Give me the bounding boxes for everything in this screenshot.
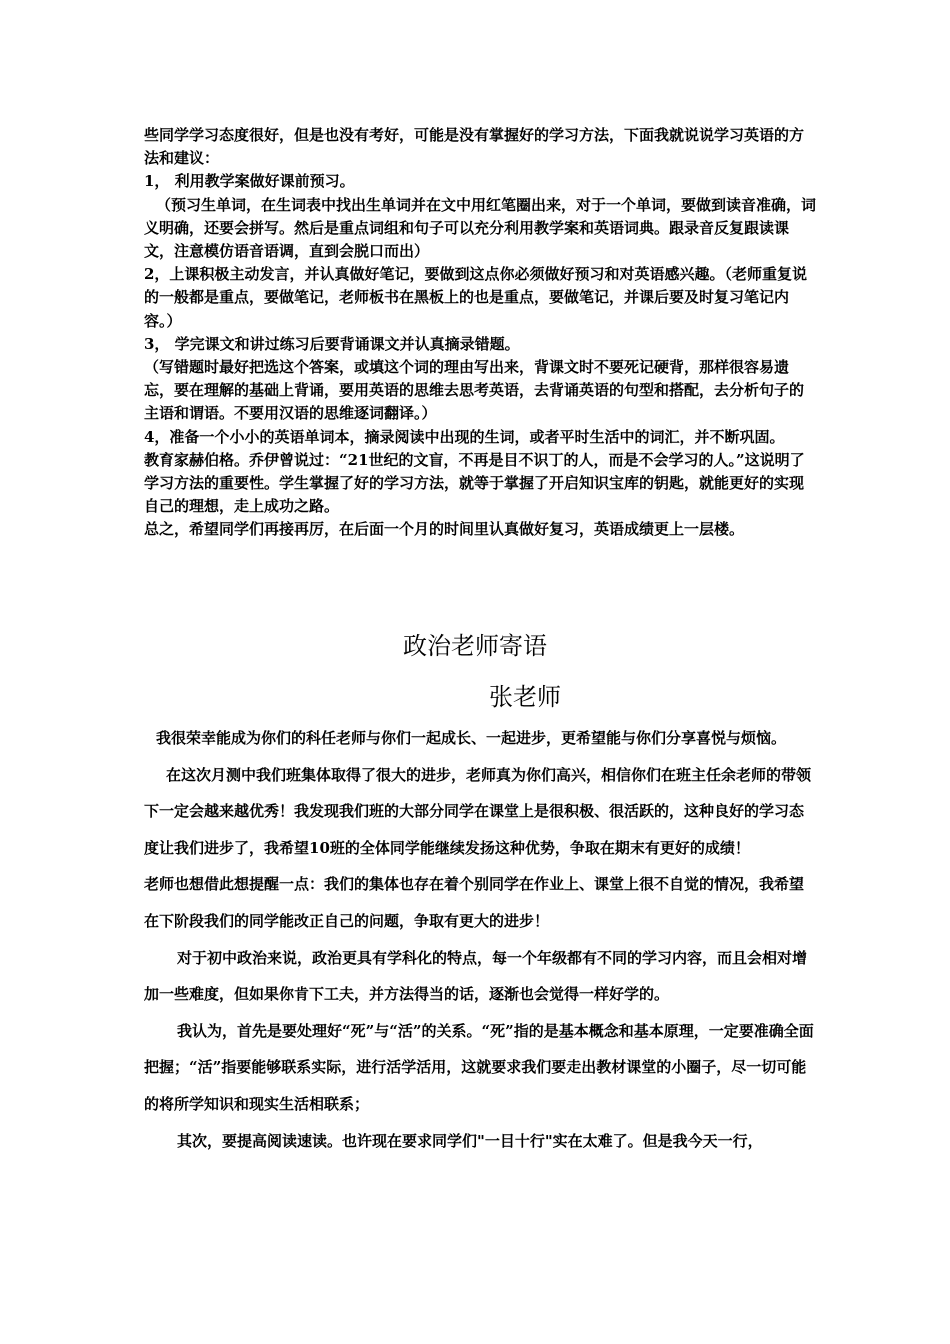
- paragraph: 教育家赫伯格。乔伊曾说过：“21世纪的文盲，不再是目不识丁的人，而是不会学习的人。”这说明了学习方法的重要性。学生掌握了好的学习方法，就等于掌握了开启知识宝库的钥匙，就能更好的实现自己的理想，走上成功之路。: [144, 450, 805, 516]
- paragraph: 4，准备一个小小的英语单词本，摘录阅读中出现的生词，或者平时生活中的词汇，并不断巩固。: [144, 427, 785, 446]
- paragraph: （预习生单词，在生词表中找出生单词并在文中用红笔圈出来，对于一个单词，要做到读音准确，词义明确，还要会拼写。然后是重点词组和句子可以充分利用教学案和英语词典。跟录音反复跟读课文，注意模仿语音语调，直到会脱口而出）: [144, 195, 817, 261]
- section-title: 政治老师寄语: [403, 632, 547, 660]
- paragraph: 些同学学习态度很好，但是也没有考好，可能是没有掌握好的学习方法，下面我就说说学习英语的方法和建议：: [144, 126, 805, 168]
- english-advice-section: [144, 124, 816, 542]
- paragraph: 总之，希望同学们再接再厉，在后面一个月的时间里认真做好复习，英语成绩更上一层楼。: [144, 520, 745, 539]
- paragraph: 在这次月测中我们班集体取得了很大的进步，老师真为你们高兴，相信你们在班主任余老师的带领下一定会越来越优秀！我发现我们班的大部分同学在课堂上是很积极、很活跃的，这种良好的学习态度让我们进步了，我希望10班的全体同学能继续发扬这种优势，争取在期末有更好的成绩！: [144, 765, 812, 857]
- paragraph: （写错题时最好把选这个答案，或填这个词的理由写出来，背课文时不要死记硬背，那样很容易遗忘，要在理解的基础上背诵，要用英语的思维去思考英语，去背诵英语的句型和搭配，去分析句子的主语和谓语。不要用汉语的思维逐词翻译。）: [144, 358, 805, 423]
- paragraph: 1， 利用教学案做好课前预习。: [144, 172, 355, 191]
- paragraph: 3， 学完课文和讲过练习后要背诵课文并认真摘录错题。: [144, 334, 520, 353]
- paragraph: 对于初中政治来说，政治更具有学科化的特点，每一个年级都有不同的学习内容，而且会相对增加一些难度，但如果你肯下工夫，并方法得当的话，逐渐也会觉得一样好学的。: [144, 948, 808, 1004]
- politics-teacher-message: [144, 720, 816, 1159]
- author-name: 张老师: [489, 683, 561, 711]
- paragraph: 我认为，首先是要处理好“死”与“活”的关系。“死”指的是基本概念和基本原理，一定要准确全面把握；“活”指要能够联系实际，进行活学活用，这就要求我们要走出教材课堂的小圈子，尽一切可能的将所学知识和现实生活相联系；: [144, 1021, 814, 1113]
- paragraph: 其次，要提高阅读速读。也许现在要求同学们"一目十行"实在太难了。但是我今天一行，: [177, 1131, 763, 1150]
- paragraph: 2，上课积极主动发言，并认真做好笔记，要做到这点你必须做好预习和对英语感兴趣。（老师重复说的一般都是重点，要做笔记，老师板书在黑板上的也是重点，要做笔记，并课后要及时复习笔记内容。）: [144, 265, 807, 330]
- paragraph: 我很荣幸能成为你们的科任老师与你们一起成长、一起进步，更希望能与你们分享喜悦与烦恼。: [156, 729, 787, 747]
- paragraph: 老师也想借此想提醒一点：我们的集体也存在着个别同学在作业上、课堂上很不自觉的情况，我希望在下阶段我们的同学能改正自己的问题，争取有更大的进步！: [144, 875, 805, 930]
